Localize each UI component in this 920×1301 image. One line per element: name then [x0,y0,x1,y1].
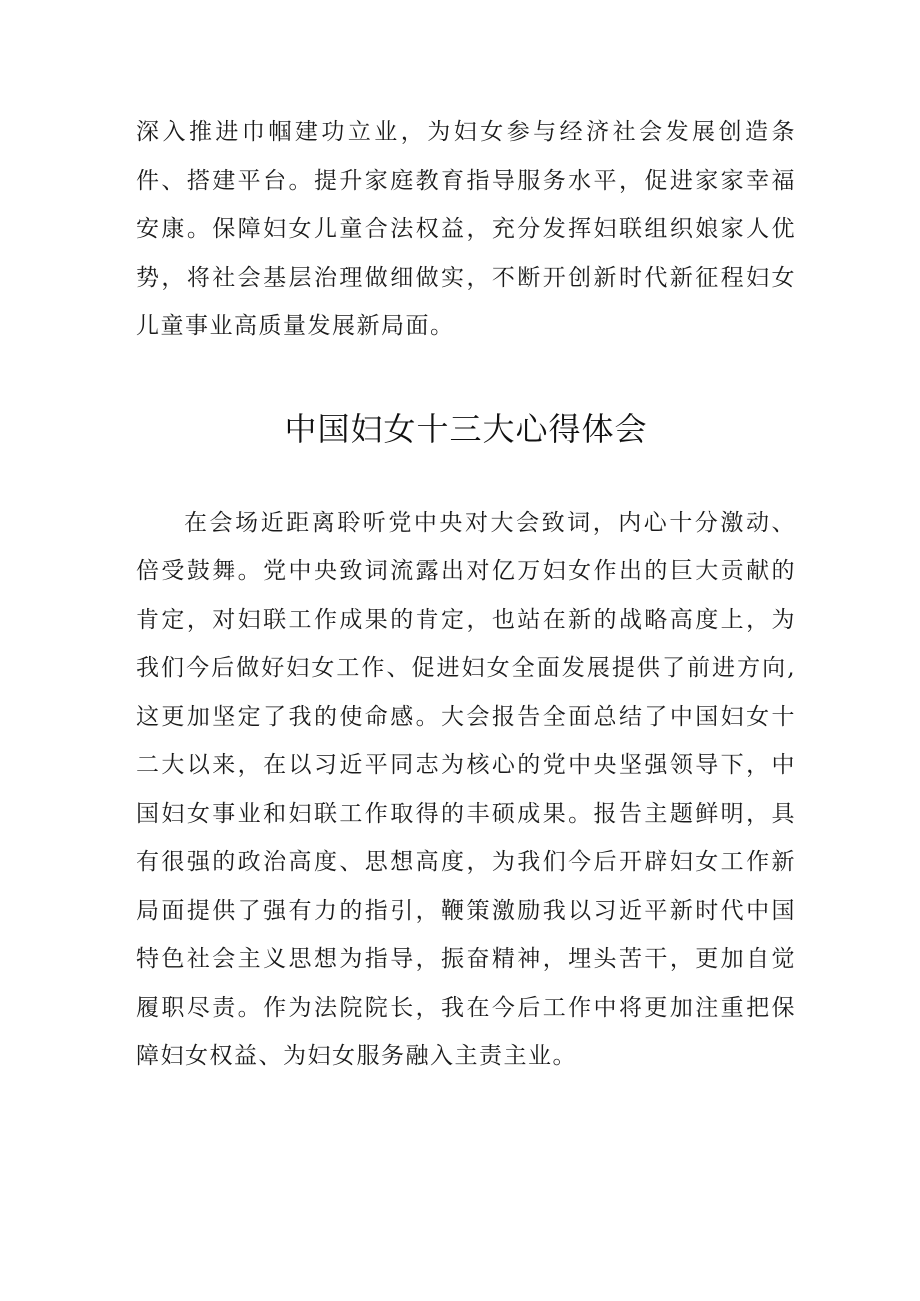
section-title-wrapper [136,409,796,449]
section-paragraph: 在会场近距离聆听党中央对大会致词，内心十分激动、倍受鼓舞。党中央致词流露出对亿万妇女作出的巨大贡献的肯定，对妇联工作成果的肯定，也站在新的战略高度上，为我们今后做好妇女工作、促进妇女全面发展提供了前进方向,这更加坚定了我的使命感。大会报告全面总结了中国妇女十二大以来，在以习近平同志为核心的党中央坚强领导下，中国妇女事业和妇联工作取得的丰硕成果。报告主题鲜明，具有很强的政治高度、思想高度，为我们今后开辟妇女工作新局面提供了强有力的指引，鞭策激励我以习近平新时代中国特色社会主义思想为指导，振奋精神，埋头苦干，更加自觉履职尽责。作为法院院长，我在今后工作中将更加注重把保障妇女权益、为妇女服务融入主责主业。 [136,509,796,1069]
section-title: 中国妇女十三大心得体会 [284,409,648,448]
document-page [136,108,796,1081]
continuation-paragraph: 深入推进巾帼建功立业，为妇女参与经济社会发展创造条件、搭建平台。提升家庭教育指导服务水平，促进家家幸福安康。保障妇女儿童合法权益，充分发挥妇联组织娘家人优势，将社会基层治理做细做实，不断开创新时代新征程妇女儿童事业高质量发展新局面。 [136,119,796,339]
